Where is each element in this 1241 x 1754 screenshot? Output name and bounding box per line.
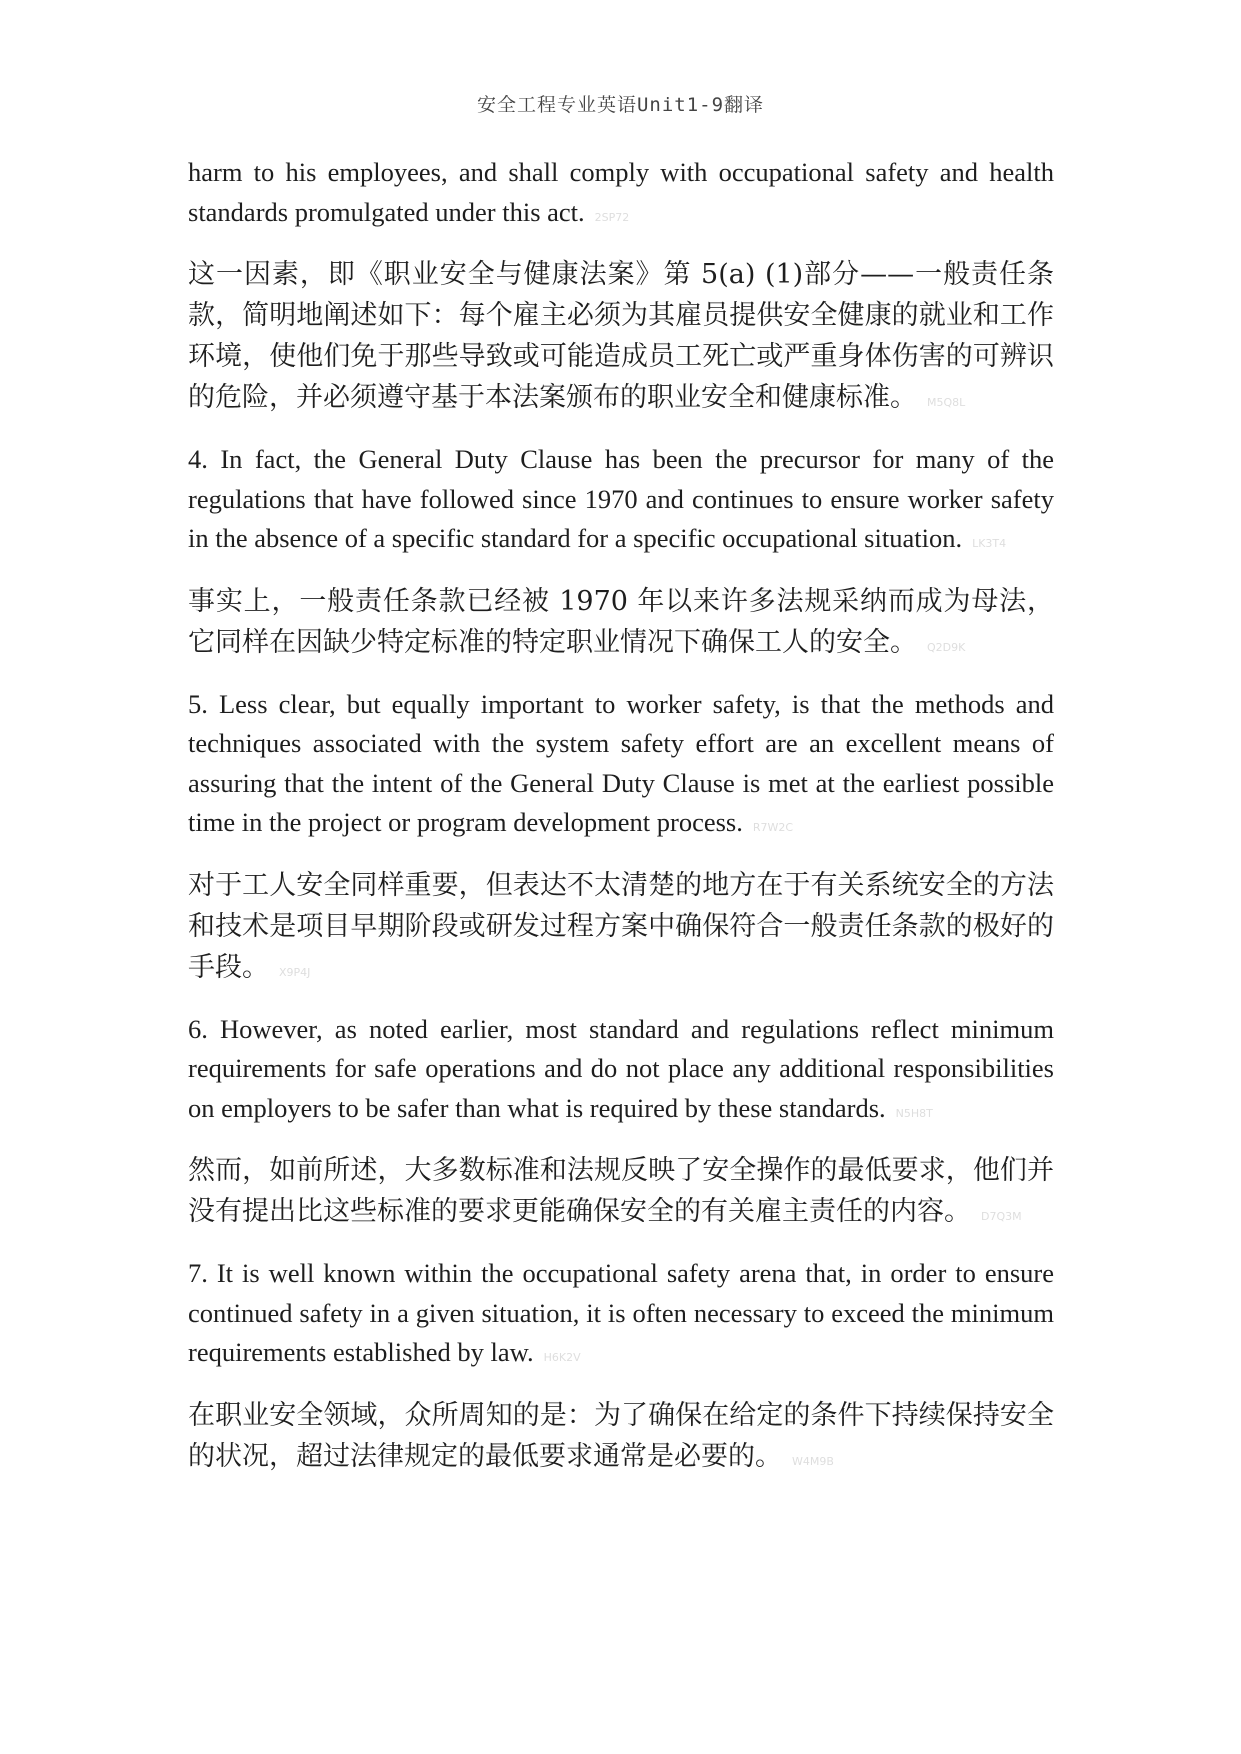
faint-marker: LK3T4 — [972, 537, 1007, 550]
english-paragraph — [188, 1254, 1054, 1378]
paragraph-text: 在职业安全领域，众所周知的是：为了确保在给定的条件下持续保持安全的状况，超过法律规定的最低要求通常是必要的。 — [188, 1399, 1054, 1472]
faint-marker: D7Q3M — [981, 1210, 1022, 1223]
faint-marker: N5H8T — [895, 1106, 933, 1120]
faint-marker: H6K2V — [543, 1351, 581, 1364]
chinese-paragraph — [188, 581, 1054, 668]
english-paragraph — [188, 153, 1054, 237]
paragraph-text: 对于工人安全同样重要，但表达不太清楚的地方在于有关系统安全的方法和技术是项目早期阶段或研发过程方案中确保符合一般责任条款的极好的手段。 — [188, 869, 1054, 983]
chinese-paragraph — [188, 1150, 1054, 1237]
running-header: 安全工程专业英语Unit1-9翻译 — [476, 94, 765, 116]
chinese-paragraph — [188, 1395, 1054, 1482]
paragraph-text: 4. In fact, the General Duty Clause has been the precursor for many of the regulations that have followed since 1970 and continues to ensure worker safety in the absence of a specific standard for a specific occupational situation. — [188, 444, 1054, 553]
paragraph-text: harm to his employees, and shall comply with occupational safety and health standards promulgated under this act. — [188, 157, 1054, 227]
english-paragraph — [188, 685, 1054, 848]
chinese-paragraph — [188, 254, 1054, 423]
faint-marker: M5Q8L — [927, 396, 966, 409]
english-paragraph — [188, 1010, 1054, 1134]
paragraph-text: 这一因素，即《职业安全与健康法案》第 5(a) (1)部分——一般责任条款，简明地阐述如下：每个雇主必须为其雇员提供安全健康的就业和工作环境，使他们免于那些导致或可能造成员工死亡或严重身体伤害的可辨识的危险，并必须遵守基于本法案颁布的职业安全和健康标准。 — [188, 259, 1054, 413]
paragraph-text: 6. However, as noted earlier, most standard and regulations reflect minimum requirements for safe operations and do not place any additional responsibilities on employers to be safer than what is required by these standards. — [188, 1013, 1054, 1123]
english-paragraph — [188, 440, 1054, 564]
faint-marker: R7W2C — [752, 821, 794, 834]
paragraph-text: 事实上，一般责任条款已经被 1970 年以来许多法规采纳而成为母法，它同样在因缺少特定标准的特定职业情况下确保工人的安全。 — [188, 585, 1054, 658]
paragraph-text: 5. Less clear, but equally important to worker safety, is that the methods and techniques associated with the system safety effort are an excellent means of assuring that the intent of the General Duty Clause is met at the earliest possible time in the project or program development process. — [188, 688, 1054, 837]
faint-marker: Q2D9K — [927, 640, 966, 654]
paragraph-text: 7. It is well known within the occupational safety arena that, in order to ensure continued safety in a given situation, it is often necessary to exceed the minimum requirements established by law. — [188, 1258, 1054, 1367]
faint-marker: 2SP72 — [594, 210, 630, 224]
page-body — [188, 153, 1054, 1499]
faint-marker: W4M9B — [792, 1454, 834, 1468]
paragraph-text: 然而，如前所述，大多数标准和法规反映了安全操作的最低要求，他们并没有提出比这些标准的要求更能确保安全的有关雇主责任的内容。 — [188, 1155, 1054, 1227]
chinese-paragraph — [188, 865, 1054, 993]
faint-marker: X9P4J — [279, 965, 311, 979]
